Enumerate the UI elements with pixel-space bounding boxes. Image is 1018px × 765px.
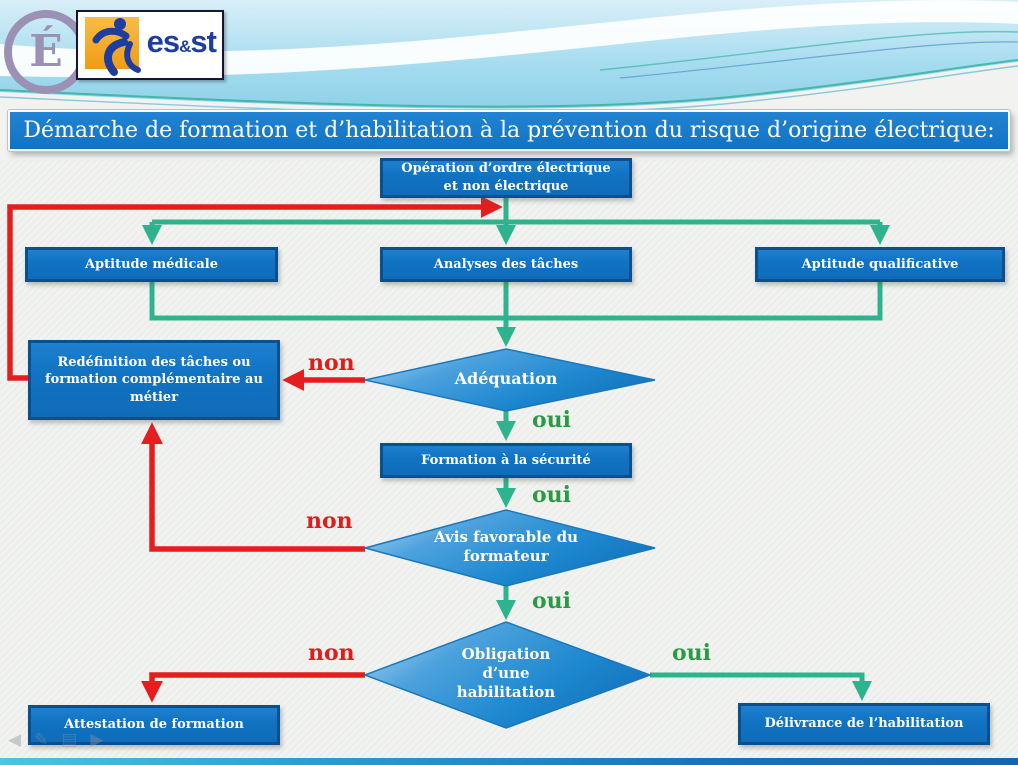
nav-pen-icon[interactable]: ✎ bbox=[34, 730, 49, 750]
label-oui-avis: oui bbox=[532, 588, 572, 614]
nav-forward-icon[interactable]: ▶ bbox=[90, 730, 104, 750]
education-letter: É bbox=[29, 26, 63, 77]
node-redefinition: Redéfinition des tâches ou formation complémentaire au métier bbox=[28, 340, 280, 420]
diamond-label-obligation: Obligation d’une habilitation bbox=[456, 645, 556, 701]
slide-bottom-accent-bar bbox=[0, 758, 1018, 765]
node-operation: Opération d’ordre électrique et non électrique bbox=[380, 158, 632, 198]
node-attestation: Attestation de formation bbox=[28, 705, 280, 745]
esst-text-st: st bbox=[190, 24, 216, 59]
diamond-label-avis-favorable: Avis favorable du formateur bbox=[434, 528, 578, 565]
esst-text-amp: & bbox=[179, 37, 191, 56]
diamond-label-adequation: Adéquation bbox=[454, 369, 558, 388]
node-aptitude-medicale: Aptitude médicale bbox=[25, 247, 278, 282]
label-oui-adequation: oui bbox=[532, 407, 572, 433]
label-oui-obligation: oui bbox=[672, 640, 712, 666]
esst-text-es: es bbox=[146, 24, 180, 59]
label-non-adequation: non bbox=[308, 350, 355, 376]
presentation-nav-controls bbox=[8, 730, 103, 750]
nav-back-icon[interactable]: ◀ bbox=[8, 730, 22, 750]
node-formation-securite: Formation à la sécurité bbox=[380, 443, 632, 478]
label-non-obligation: non bbox=[308, 640, 355, 666]
nav-menu-icon[interactable]: ▤ bbox=[61, 730, 78, 750]
node-analyses-taches: Analyses des tâches bbox=[380, 247, 632, 282]
node-aptitude-qualificative: Aptitude qualificative bbox=[755, 247, 1005, 282]
slide-title: Démarche de formation et d’habilitation à la prévention du risque d’origine électrique: bbox=[23, 118, 995, 143]
label-oui-formation: oui bbox=[532, 482, 572, 508]
label-non-avis: non bbox=[306, 508, 353, 534]
node-delivrance: Délivrance de l’habilitation bbox=[738, 703, 990, 745]
